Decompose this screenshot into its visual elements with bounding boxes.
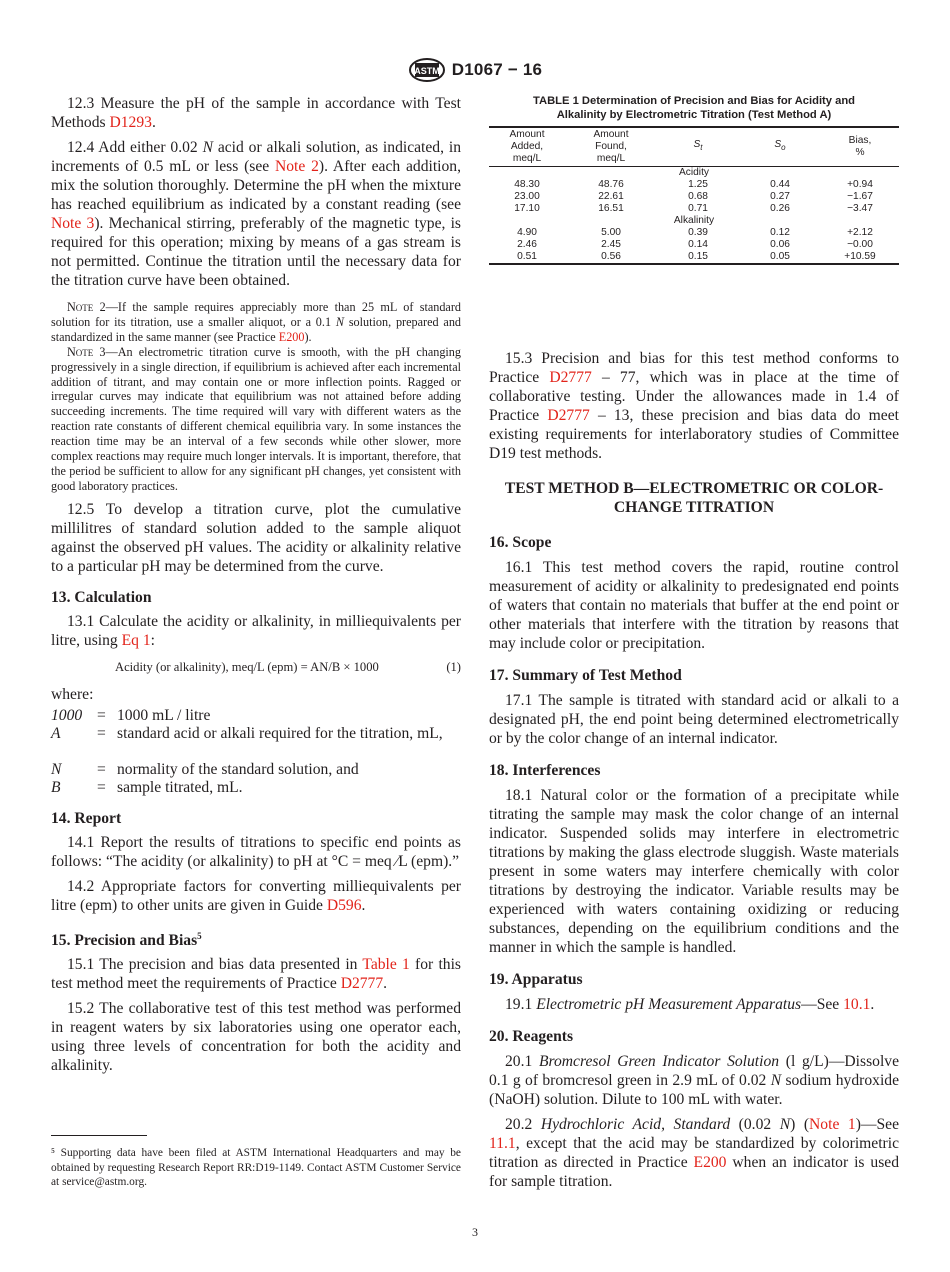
col-bias: Bias, % <box>848 135 872 158</box>
right-column <box>489 349 899 1191</box>
link-e200[interactable]: E200 <box>278 329 305 344</box>
group-label-acidity: Acidity <box>678 167 709 178</box>
heading-13: 13. Calculation <box>51 588 152 606</box>
table-row: 2.46 2.45 0.14 0.06 −0.00 <box>517 239 873 250</box>
heading-17: 17. Summary of Test Method <box>489 667 682 684</box>
where-row: A = standard acid or alkali required for the titration, mL, <box>51 724 443 742</box>
heading-20: 20. Reagents <box>489 1028 574 1045</box>
para-19-1: 19.1 Electrometric pH Measurement Apparatus—See 10.1. <box>505 996 875 1013</box>
para-12-4: 12.4 Add either 0.02 N acid or alkali solution, as indicated, in increments of 0.5 mL or less (see Note 2). After each addition, mix the solution thoroughly. Determine the pH when the mixture has reached equilibrium as indicated by a constant reading (see Note 3). Mechanical stirring, preferably of the magnetic type, is required for this operation; mixing by means of a gas stream is not permitted. Continue the titration until the necessary data for the titration curve have been obtained. <box>51 139 462 289</box>
para-14-2: 14.2 Appropriate factors for converting milliequivalents per litre (epm) to other units are given in Guide D596. <box>51 877 461 914</box>
para-16-1: 16.1 This test method covers the rapid, routine control measurement of acidity or alkalinity to predesignated end points of waters that contain no materials that buffer at the end point or other materials that interfere with the titration by reasons that may include color or precipitation. <box>489 559 899 652</box>
link-note-2[interactable]: Note 2 <box>275 158 319 175</box>
link-note-1[interactable]: Note 1 <box>809 1116 856 1133</box>
col-amount-found: Amount Found, meq/L <box>593 129 629 164</box>
link-d596[interactable]: D596 <box>326 896 362 914</box>
document-id: D1067 − 16 <box>451 60 543 79</box>
footnote-rule <box>51 1135 147 1136</box>
para-20-1: 20.1 Bromcresol Green Indicator Solution (l g/L)—Dissolve 0.1 g of bromcresol green in 2.9 mL of 0.02 N sodium hydroxide (NaOH) solution. Dilute to 100 mL with water. <box>489 1053 900 1108</box>
group-label-alkalinity: Alkalinity <box>673 215 715 226</box>
heading-16: 16. Scope <box>489 534 552 551</box>
table-row: 17.10 16.51 0.71 0.26 −3.47 <box>514 203 873 214</box>
col-st: $S_t$ <box>693 139 703 153</box>
para-17-1: 17.1 The sample is titrated with standard acid or alkali to a designated pH, the end point being determined electrometrically or by the color change of an internal indicator. <box>489 692 899 747</box>
para-18-1: 18.1 Natural color or the formation of a precipitate while titrating the sample may mask the color change of an internal indicator. Suspended solids may interfere in electrometric titrations by making the glass electrode sluggish. Waste materials present in some waters may interfere chemically with color titrations by destroying the indicator. Variable results may be experienced with waters containing oxidizing or reducing substances, depending on the equilibrium conditions and the manner in which the sample is handled. <box>489 787 899 956</box>
heading-14: 14. Report <box>51 809 122 827</box>
para-15-2: 15.2 The collaborative test of this test method was performed in reagent waters by six laboratories using one operator each, using three levels of concentration for both the acidity and alkalinity. <box>51 999 461 1074</box>
page-header <box>0 58 950 87</box>
where-list <box>51 707 461 797</box>
link-note-3[interactable]: Note 3 <box>51 215 95 232</box>
note-2: Note 2—If the sample requires appreciably more than 25 mL of standard solution for its titration, use a smaller aliquot, or a 0.1 N solution, prepared and standardized in the same manner (see Practice E200). <box>51 300 462 344</box>
para-14-1: 14.1 Report the results of titrations to specific end points as follows: “The acidity (or alkalinity) to pH at °C = meq ⁄L (epm).” <box>51 833 461 870</box>
para-13-1: 13.1 Calculate the acidity or alkalinity, in milliequivalents per litre, using Eq 1: <box>51 612 461 649</box>
col-so: $S_o$ <box>774 139 786 153</box>
astm-logo-icon <box>408 58 446 82</box>
link-d2777[interactable]: D2777 <box>549 369 592 386</box>
table-row: 0.51 0.56 0.15 0.05 +10.59 <box>489 251 899 264</box>
col-amount-added: Amount Added, meq/L <box>509 129 545 164</box>
table-row: 4.90 5.00 0.39 0.12 +2.12 <box>517 227 873 238</box>
link-eq-1[interactable]: Eq 1 <box>121 631 151 649</box>
where-row: B = sample titrated, mL. <box>51 778 243 796</box>
precision-table <box>489 126 899 265</box>
where-row: 1000 = 1000 mL / litre <box>51 706 211 724</box>
section-title-method-b: TEST METHOD B—ELECTROMETRIC OR COLOR- CHANGE TITRATION <box>504 480 884 516</box>
where-row: N = normality of the standard solution, and <box>51 760 359 778</box>
link-d2777[interactable]: D2777 <box>547 407 590 424</box>
heading-18: 18. Interferences <box>489 762 601 779</box>
table-row: 23.00 22.61 0.68 0.27 −1.67 <box>514 191 873 202</box>
equation-1: Acidity (or alkalinity), meq/L (epm) = AN/B × 1000 (1) <box>115 659 461 674</box>
link-10-1[interactable]: 10.1 <box>843 996 871 1013</box>
svg-text:ASTM: ASTM <box>414 66 440 76</box>
footnote-5: ⁵ Supporting data have been filed at ASTM International Headquarters and may be obtained by requesting Research Report RR:D19-1149. Contact ASTM Customer Service at service@astm.org. <box>51 1147 461 1188</box>
link-table-1[interactable]: Table 1 <box>362 955 410 973</box>
table-1 <box>489 94 899 265</box>
link-11-1[interactable]: 11.1 <box>489 1135 516 1152</box>
left-column <box>51 94 461 1075</box>
note-3: Note 3—An electrometric titration curve is smooth, with the pH changing progressively in a single direction, if equilibrium is achieved after each incremental addition of titrant, and may contain one or more inflection points. Ragged or irregular curves may indicate that equilibrium was not attained before adding succeeding increments. The time required will vary with different waters as the reaction rate constants of different chemical equilibria vary. In some instances the reaction time may be an interval of a few seconds while other slower, more complex reactions may require much longer intervals. It is important, therefore, that the period be sufficient to allow for any significant pH changes, yet consistent with good laboratory practices. <box>51 344 461 493</box>
para-15-3: 15.3 Precision and bias for this test method conforms to Practice D2777 – 77, which was in place at the time of collaborative testing. Under the allowances made in 1.4 of Practice D2777 – 13, these precision and bias data do meet existing requirements for interlaboratory studies of Committee D19 test methods. <box>489 350 899 462</box>
para-12-5: 12.5 To develop a titration curve, plot the cumulative millilitres of standard solution added to the sample aliquot against the observed pH values. The acidity or alkalinity relative to a particular pH may be determined from the curve. <box>51 500 461 575</box>
para-20-2: 20.2 Hydrochloric Acid, Standard (0.02 N) (Note 1)—See 11.1, except that the acid may be standardized by colorimetric titration as directed in Practice E200 when an indicator is used for sample titration. <box>489 1116 900 1190</box>
link-e200[interactable]: E200 <box>693 1154 727 1171</box>
para-12-3: 12.3 Measure the pH of the sample in accordance with Test Methods D1293. <box>51 95 461 131</box>
heading-19: 19. Apparatus <box>489 971 583 988</box>
where-label: where: <box>51 685 94 703</box>
table-row: 48.30 48.76 1.25 0.44 +0.94 <box>514 179 873 190</box>
link-d2777[interactable]: D2777 <box>340 974 384 992</box>
table-caption: TABLE 1 Determination of Precision and Bias for Acidity and Alkalinity by Electrometric Titration (Test Method A) <box>533 95 855 121</box>
heading-15: 15. Precision and Bias$^5$ <box>51 930 202 949</box>
link-d1293[interactable]: D1293 <box>109 114 152 131</box>
para-15-1: 15.1 The precision and bias data presented in Table 1 for this test method meet the requirements of Practice D2777. <box>51 955 461 992</box>
page-number: 3 <box>472 1225 478 1239</box>
